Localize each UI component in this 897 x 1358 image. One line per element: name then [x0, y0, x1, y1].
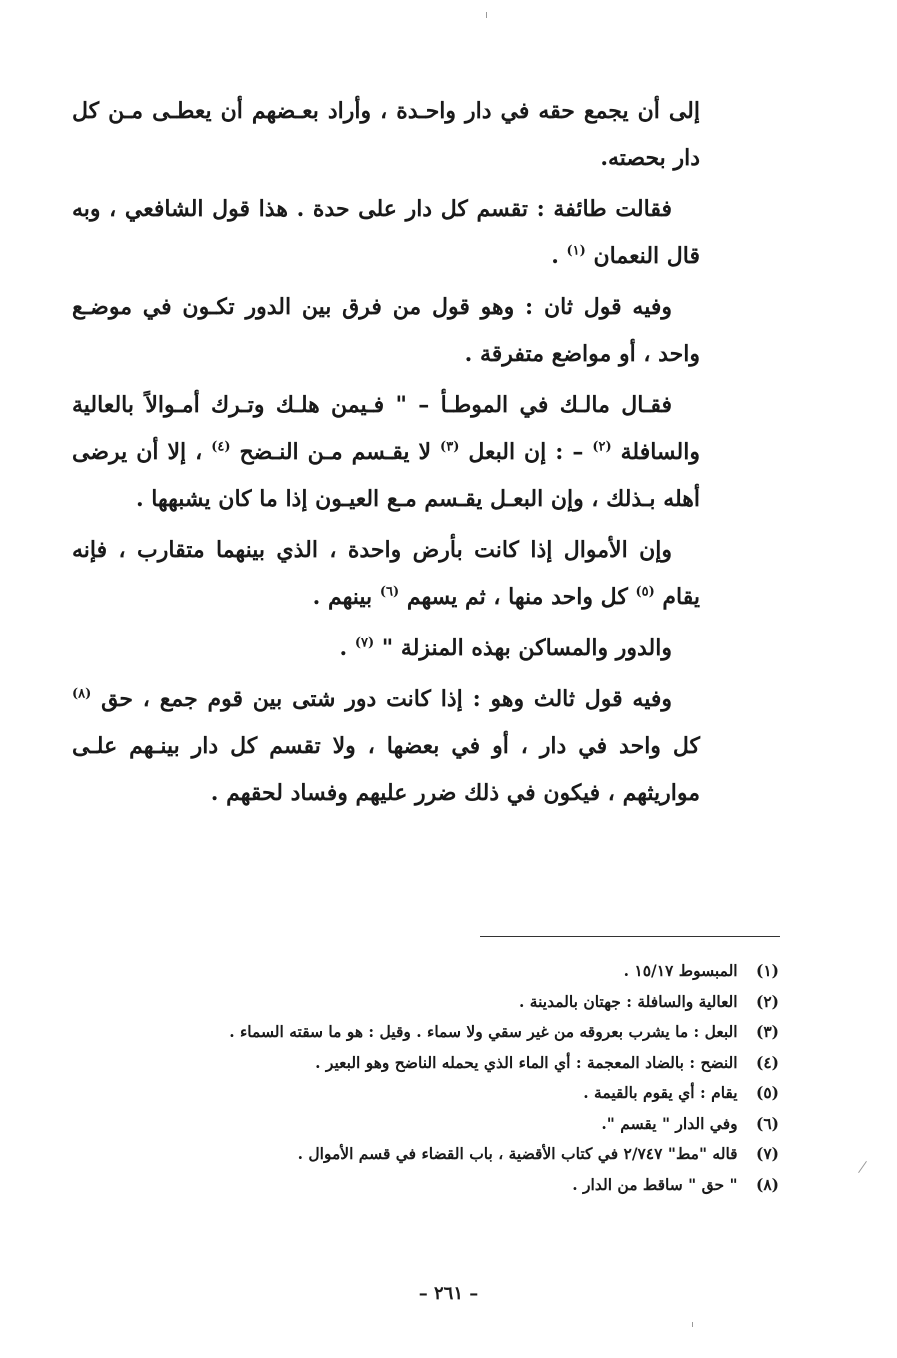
paragraph	[72, 186, 700, 280]
paragraph-text: وفيه قول ثالث وهو : إذا كانت دور شتى بين قوم جمع ، حق	[101, 686, 672, 712]
footnotes-list	[159, 956, 779, 1200]
footnote-number: (١)	[755, 961, 779, 980]
paragraph-text: فقالت طائفة : تقسم كل دار على حدة . هذا قول الشافعي ، وبه قال النعمان	[72, 196, 700, 269]
footnote-number: (٢)	[755, 991, 779, 1011]
paragraph-text: وإن الأموال إذا كانت بأرض واحدة ، الذي بينهما متقارب ، فإنه يقام	[72, 537, 700, 610]
paragraph	[72, 88, 700, 182]
paragraph	[72, 382, 700, 523]
footnote-number: (٣)	[755, 1022, 779, 1041]
paragraph-text: – : إن البعل	[468, 439, 593, 465]
footnote-ref[interactable]: (١)	[566, 243, 586, 259]
footnote-ref[interactable]: (٧)	[354, 635, 375, 651]
footnote-divider	[480, 936, 780, 937]
scan-speck	[692, 1322, 693, 1327]
paragraph-text: .	[551, 243, 567, 269]
footnote	[159, 956, 779, 987]
paragraph	[72, 676, 700, 817]
paragraph-text: لا يقـسم مـن النـضح	[239, 439, 441, 465]
paragraph-text: بينهم .	[312, 584, 380, 610]
footnote-text: قاله "مط" ٢/٧٤٧ في كتاب الأقضية ، باب القضاء في قسم الأموال .	[297, 1144, 738, 1163]
paragraph	[72, 625, 700, 672]
footnote-text: النضح : بالضاد المعجمة : أي الماء الذي يحمله الناضح وهو البعير .	[315, 1052, 738, 1072]
footnote-text: البعل : ما يشرب بعروقه من غير سقي ولا سماء . وقيل : هو ما سقته السماء .	[229, 1022, 738, 1041]
footnote-number: (٦)	[755, 1113, 779, 1133]
scan-speck	[486, 12, 487, 18]
footnote-text: يقام : أي يقوم بالقيمة .	[583, 1083, 738, 1102]
footnote-text: وفي الدار " يقسم ".	[601, 1113, 738, 1133]
footnote-ref[interactable]: (٢)	[592, 439, 612, 455]
paragraph-text: كل واحد في دار ، أو في بعضها ، ولا تقسم كل دار بينـهم علـى مواريثهم ، فيكون في ذلك ضرر عليهم وفساد لحقهم .	[72, 733, 700, 806]
footnote	[159, 1017, 779, 1048]
paragraph-text: وفيه قول ثان : وهو قول من فرق بين الدور تكـون في موضـع واحد ، أو مواضع متفرقة .	[72, 294, 700, 367]
footnote-text: " حق " ساقط من الدار .	[572, 1174, 738, 1194]
paragraph-text: والدور والمساكن بهذه المنزلة "	[381, 635, 672, 661]
paragraph-text: فقـال مالـك في الموطـأ – " فـيمن هلـك وتـرك أمـوالاً بالعالية والسافلة	[72, 392, 700, 465]
scan-speck	[858, 1161, 867, 1173]
footnote-ref[interactable]: (٣)	[440, 439, 460, 455]
footnote-ref[interactable]: (٥)	[635, 584, 655, 600]
paragraph	[72, 527, 700, 621]
footnote-ref[interactable]: (٤)	[211, 439, 231, 455]
paragraph-text: إلى أن يجمع حقه في دار واحـدة ، وأراد بعـضهم أن يعطـى مـن كل دار بحصته.	[72, 98, 700, 171]
footnote-ref[interactable]: (٨)	[72, 686, 92, 702]
footnote-text: العالية والسافلة : جهتان بالمدينة .	[518, 991, 738, 1011]
paragraph-text: .	[339, 635, 355, 661]
footnote	[159, 1078, 779, 1109]
footnote-number: (٧)	[755, 1144, 779, 1163]
footnote-ref[interactable]: (٦)	[379, 584, 400, 600]
main-text	[72, 88, 700, 821]
footnote	[159, 1109, 779, 1140]
paragraph-text: ، إلا أن يرضى أهله بـذلك ، وإن البعـل يقـسم مـع العيـون إذا ما كان يشبهها .	[72, 439, 700, 512]
footnote	[159, 1170, 779, 1201]
page-number: – ٢٦١ –	[418, 1283, 479, 1304]
footnote-number: (٤)	[755, 1052, 779, 1072]
paragraph	[72, 284, 700, 378]
footnote-number: (٨)	[755, 1174, 779, 1194]
footnote-number: (٥)	[755, 1083, 779, 1102]
footnote-text: المبسوط ١٥/١٧ .	[623, 961, 738, 980]
footnote	[159, 1048, 779, 1079]
footnote	[159, 987, 779, 1018]
footnote	[159, 1139, 779, 1170]
paragraph-text: كل واحد منها ، ثم يسهم	[406, 584, 636, 610]
